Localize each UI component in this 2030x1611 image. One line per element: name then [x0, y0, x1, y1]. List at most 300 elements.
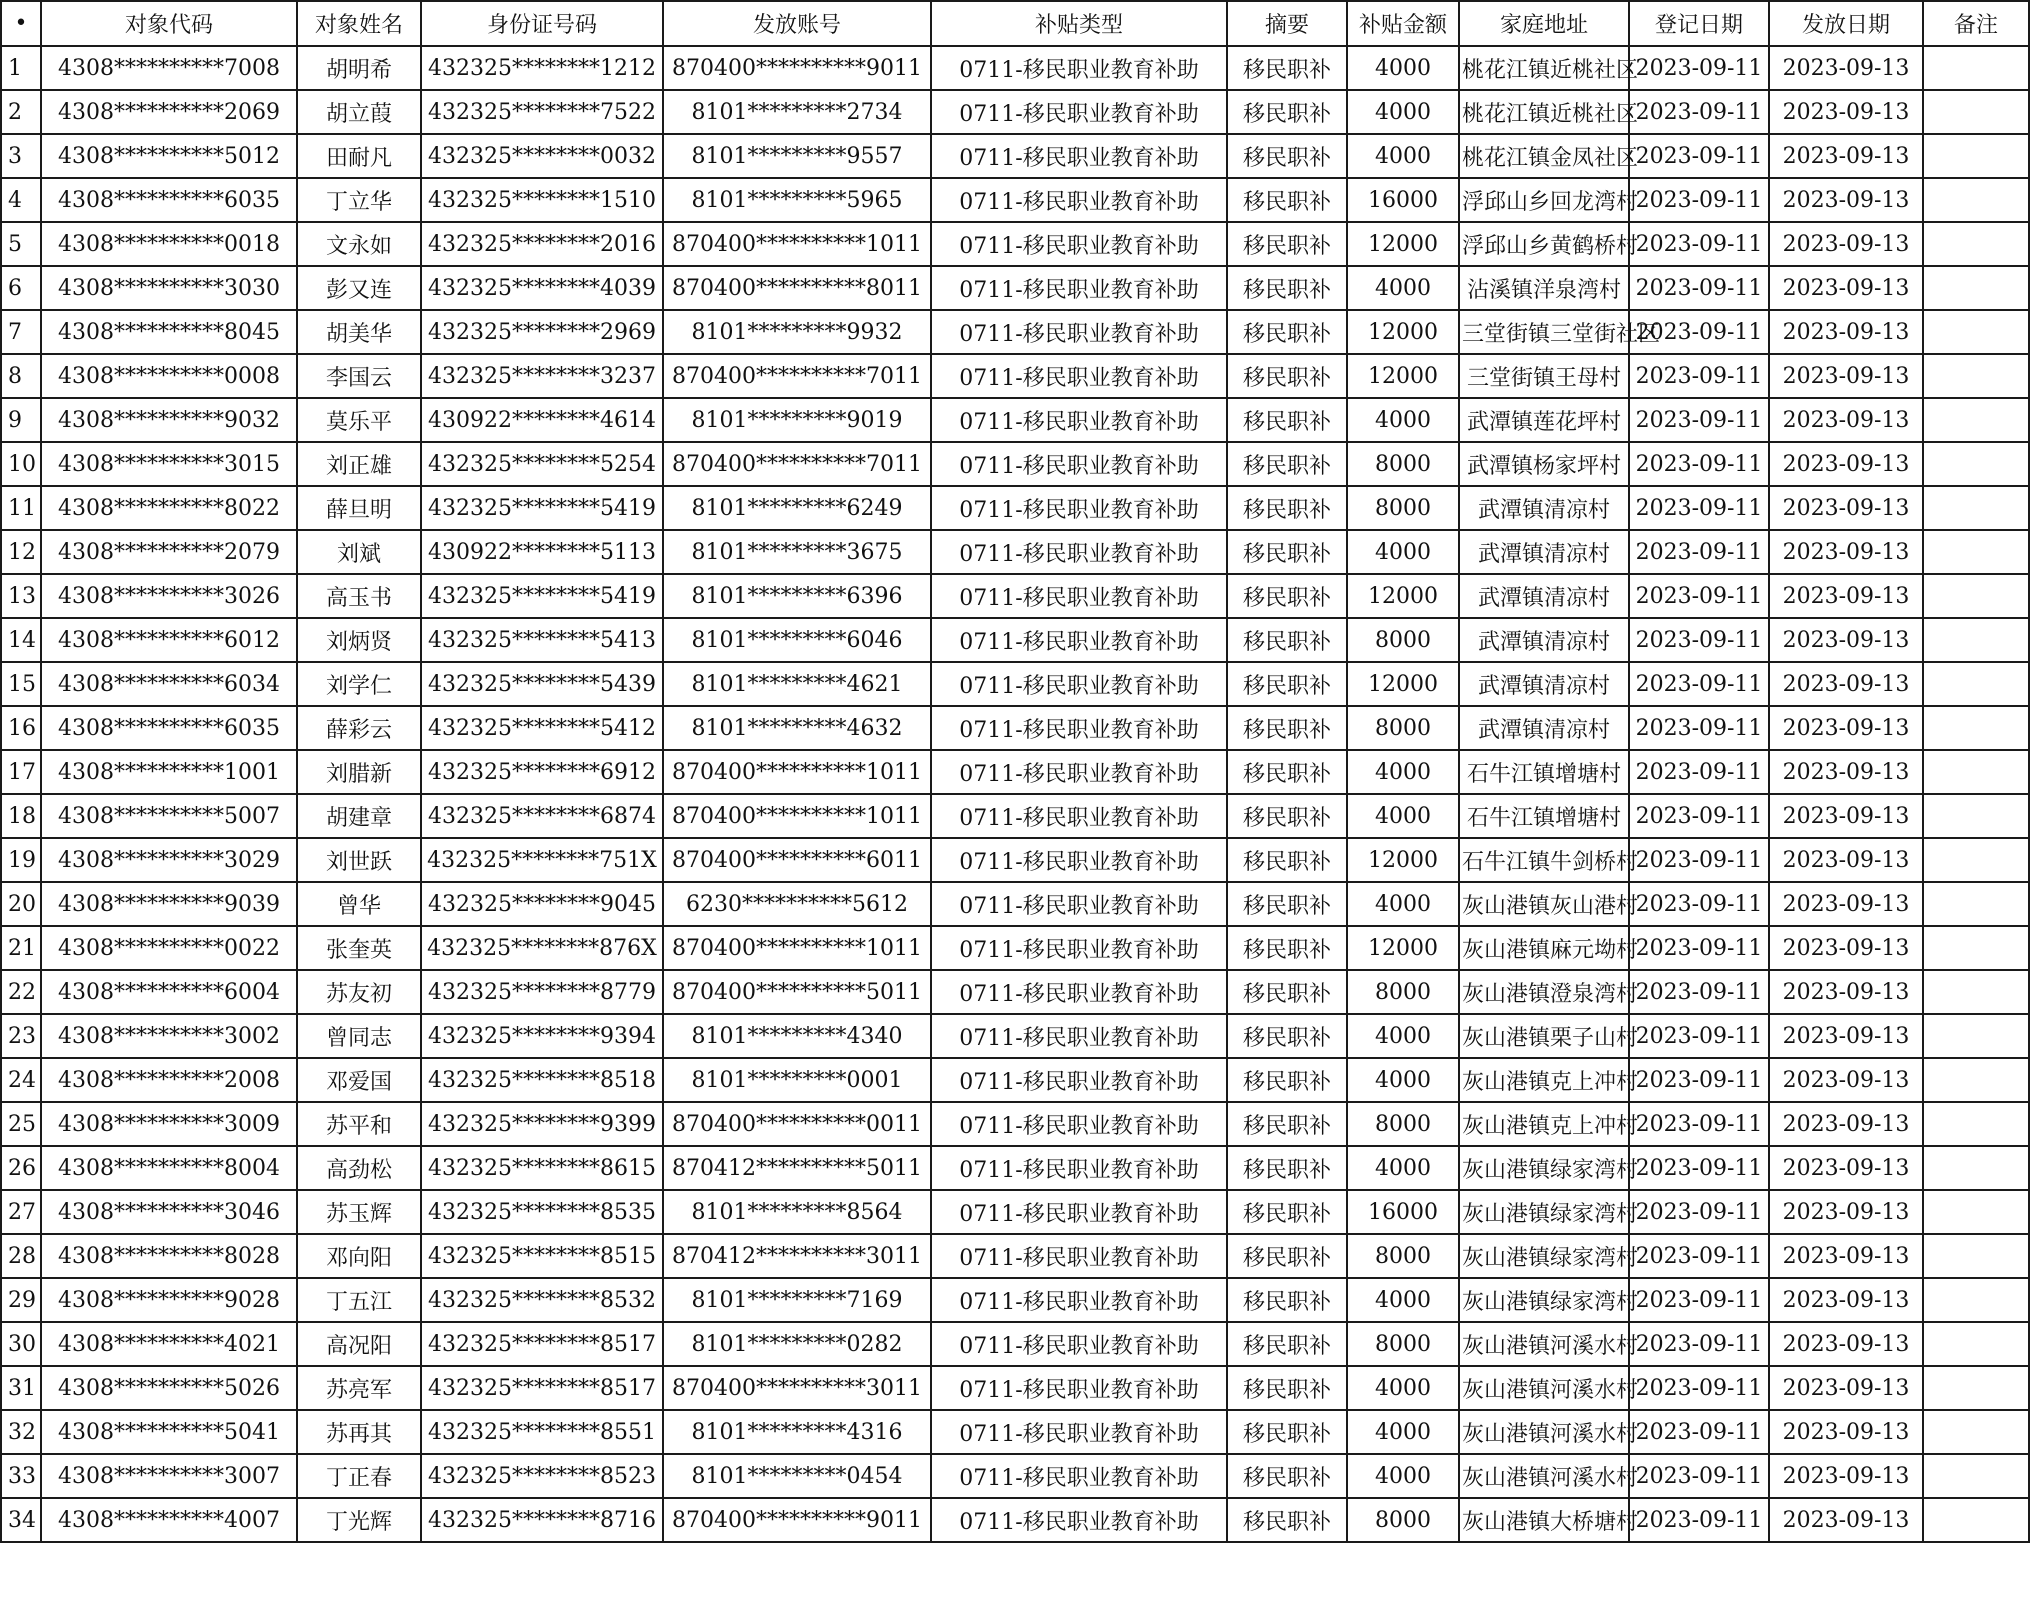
table-row [1, 618, 2029, 662]
cell-id-number: 432325********5254 [421, 442, 663, 486]
cell-object-code: 4308**********0008 [41, 354, 297, 398]
cell-account-number: 8101*********6396 [663, 574, 931, 618]
cell-object-code: 4308**********4021 [41, 1322, 297, 1366]
cell-row-index: 26 [1, 1146, 41, 1190]
cell-payment-date: 2023-09-13 [1769, 838, 1923, 882]
cell-object-name: 胡明希 [297, 46, 421, 90]
column-header-remarks: 备注 [1923, 1, 2029, 46]
cell-id-number: 432325********1212 [421, 46, 663, 90]
cell-home-address: 灰山港镇克上冲村 [1459, 1102, 1629, 1146]
table-row [1, 838, 2029, 882]
cell-subsidy-type: 0711-移民职业教育补助 [931, 1366, 1227, 1410]
cell-object-code: 4308**********3026 [41, 574, 297, 618]
cell-registration-date: 2023-09-11 [1629, 750, 1769, 794]
cell-id-number: 432325********3237 [421, 354, 663, 398]
cell-id-number: 432325********876X [421, 926, 663, 970]
cell-payment-date: 2023-09-13 [1769, 662, 1923, 706]
cell-subsidy-type: 0711-移民职业教育补助 [931, 90, 1227, 134]
cell-subsidy-amount: 8000 [1347, 1498, 1459, 1542]
cell-object-code: 4308**********2008 [41, 1058, 297, 1102]
cell-account-number: 8101*********5965 [663, 178, 931, 222]
cell-object-name: 薛彩云 [297, 706, 421, 750]
cell-payment-date: 2023-09-13 [1769, 486, 1923, 530]
cell-account-number: 870412**********3011 [663, 1234, 931, 1278]
cell-subsidy-amount: 12000 [1347, 662, 1459, 706]
cell-object-code: 4308**********9032 [41, 398, 297, 442]
cell-home-address: 桃花江镇近桃社区 [1459, 46, 1629, 90]
table-row [1, 750, 2029, 794]
cell-remarks [1923, 1366, 2029, 1410]
cell-registration-date: 2023-09-11 [1629, 310, 1769, 354]
cell-registration-date: 2023-09-11 [1629, 1102, 1769, 1146]
cell-row-index: 12 [1, 530, 41, 574]
cell-subsidy-amount: 4000 [1347, 398, 1459, 442]
cell-object-name: 苏平和 [297, 1102, 421, 1146]
cell-home-address: 灰山港镇绿家湾村 [1459, 1234, 1629, 1278]
cell-registration-date: 2023-09-11 [1629, 926, 1769, 970]
cell-id-number: 432325********2016 [421, 222, 663, 266]
cell-registration-date: 2023-09-11 [1629, 134, 1769, 178]
table-row [1, 398, 2029, 442]
cell-registration-date: 2023-09-11 [1629, 1234, 1769, 1278]
cell-home-address: 浮邱山乡黄鹤桥村 [1459, 222, 1629, 266]
cell-account-number: 870400**********9011 [663, 1498, 931, 1542]
cell-id-number: 432325********6874 [421, 794, 663, 838]
table-row [1, 354, 2029, 398]
cell-payment-date: 2023-09-13 [1769, 398, 1923, 442]
cell-registration-date: 2023-09-11 [1629, 1146, 1769, 1190]
cell-id-number: 432325********5419 [421, 574, 663, 618]
cell-row-index: 32 [1, 1410, 41, 1454]
cell-object-code: 4308**********3009 [41, 1102, 297, 1146]
cell-home-address: 石牛江镇牛剑桥村 [1459, 838, 1629, 882]
cell-summary: 移民职补 [1227, 1454, 1347, 1498]
cell-row-index: 14 [1, 618, 41, 662]
cell-row-index: 22 [1, 970, 41, 1014]
cell-subsidy-amount: 4000 [1347, 46, 1459, 90]
cell-subsidy-amount: 4000 [1347, 1454, 1459, 1498]
cell-subsidy-type: 0711-移民职业教育补助 [931, 398, 1227, 442]
cell-account-number: 6230**********5612 [663, 882, 931, 926]
cell-subsidy-amount: 8000 [1347, 1102, 1459, 1146]
cell-registration-date: 2023-09-11 [1629, 1454, 1769, 1498]
cell-subsidy-amount: 4000 [1347, 1146, 1459, 1190]
cell-object-code: 4308**********3029 [41, 838, 297, 882]
cell-object-code: 4308**********6035 [41, 178, 297, 222]
cell-home-address: 灰山港镇澄泉湾村 [1459, 970, 1629, 1014]
cell-account-number: 870400**********7011 [663, 354, 931, 398]
cell-remarks [1923, 310, 2029, 354]
cell-remarks [1923, 1102, 2029, 1146]
column-header-payment-date: 发放日期 [1769, 1, 1923, 46]
cell-row-index: 13 [1, 574, 41, 618]
cell-registration-date: 2023-09-11 [1629, 574, 1769, 618]
cell-home-address: 灰山港镇绿家湾村 [1459, 1146, 1629, 1190]
cell-subsidy-amount: 8000 [1347, 618, 1459, 662]
cell-summary: 移民职补 [1227, 530, 1347, 574]
table-row [1, 442, 2029, 486]
cell-object-name: 高劲松 [297, 1146, 421, 1190]
cell-id-number: 432325********5439 [421, 662, 663, 706]
cell-subsidy-amount: 4000 [1347, 882, 1459, 926]
cell-registration-date: 2023-09-11 [1629, 1498, 1769, 1542]
cell-id-number: 432325********751X [421, 838, 663, 882]
cell-subsidy-amount: 8000 [1347, 970, 1459, 1014]
cell-subsidy-type: 0711-移民职业教育补助 [931, 882, 1227, 926]
cell-account-number: 8101*********8564 [663, 1190, 931, 1234]
cell-payment-date: 2023-09-13 [1769, 1190, 1923, 1234]
cell-object-code: 4308**********8028 [41, 1234, 297, 1278]
cell-subsidy-type: 0711-移民职业教育补助 [931, 750, 1227, 794]
cell-subsidy-amount: 12000 [1347, 354, 1459, 398]
cell-subsidy-type: 0711-移民职业教育补助 [931, 486, 1227, 530]
cell-home-address: 武潭镇清凉村 [1459, 618, 1629, 662]
cell-row-index: 15 [1, 662, 41, 706]
cell-account-number: 8101*********0001 [663, 1058, 931, 1102]
cell-account-number: 8101*********9019 [663, 398, 931, 442]
table-row [1, 794, 2029, 838]
cell-row-index: 31 [1, 1366, 41, 1410]
cell-registration-date: 2023-09-11 [1629, 178, 1769, 222]
cell-summary: 移民职补 [1227, 354, 1347, 398]
cell-remarks [1923, 1146, 2029, 1190]
cell-id-number: 432325********8515 [421, 1234, 663, 1278]
cell-home-address: 三堂街镇王母村 [1459, 354, 1629, 398]
cell-registration-date: 2023-09-11 [1629, 530, 1769, 574]
cell-object-code: 4308**********3030 [41, 266, 297, 310]
cell-row-index: 6 [1, 266, 41, 310]
cell-id-number: 432325********9394 [421, 1014, 663, 1058]
cell-object-name: 刘斌 [297, 530, 421, 574]
cell-account-number: 8101*********6046 [663, 618, 931, 662]
cell-row-index: 9 [1, 398, 41, 442]
cell-object-code: 4308**********8045 [41, 310, 297, 354]
cell-registration-date: 2023-09-11 [1629, 486, 1769, 530]
cell-object-code: 4308**********5012 [41, 134, 297, 178]
cell-summary: 移民职补 [1227, 706, 1347, 750]
cell-subsidy-amount: 12000 [1347, 838, 1459, 882]
cell-object-name: 文永如 [297, 222, 421, 266]
cell-payment-date: 2023-09-13 [1769, 354, 1923, 398]
table-row [1, 1278, 2029, 1322]
cell-registration-date: 2023-09-11 [1629, 1410, 1769, 1454]
cell-account-number: 8101*********9932 [663, 310, 931, 354]
table-row [1, 706, 2029, 750]
cell-subsidy-type: 0711-移民职业教育补助 [931, 1102, 1227, 1146]
cell-object-name: 高况阳 [297, 1322, 421, 1366]
cell-account-number: 8101*********2734 [663, 90, 931, 134]
cell-home-address: 三堂街镇三堂街社区 [1459, 310, 1629, 354]
cell-subsidy-amount: 4000 [1347, 90, 1459, 134]
cell-payment-date: 2023-09-13 [1769, 134, 1923, 178]
cell-object-code: 4308**********1001 [41, 750, 297, 794]
cell-registration-date: 2023-09-11 [1629, 1366, 1769, 1410]
cell-id-number: 432325********1510 [421, 178, 663, 222]
cell-subsidy-amount: 4000 [1347, 266, 1459, 310]
cell-remarks [1923, 266, 2029, 310]
table-row [1, 266, 2029, 310]
cell-home-address: 灰山港镇克上冲村 [1459, 1058, 1629, 1102]
cell-remarks [1923, 134, 2029, 178]
cell-subsidy-amount: 4000 [1347, 1014, 1459, 1058]
cell-object-code: 4308**********0018 [41, 222, 297, 266]
cell-registration-date: 2023-09-11 [1629, 1014, 1769, 1058]
cell-summary: 移民职补 [1227, 1058, 1347, 1102]
cell-remarks [1923, 1498, 2029, 1542]
cell-object-name: 张奎英 [297, 926, 421, 970]
cell-id-number: 432325********0032 [421, 134, 663, 178]
cell-remarks [1923, 530, 2029, 574]
cell-home-address: 武潭镇清凉村 [1459, 486, 1629, 530]
cell-registration-date: 2023-09-11 [1629, 838, 1769, 882]
cell-account-number: 8101*********0454 [663, 1454, 931, 1498]
cell-home-address: 石牛江镇增塘村 [1459, 794, 1629, 838]
cell-id-number: 432325********8517 [421, 1322, 663, 1366]
cell-remarks [1923, 1322, 2029, 1366]
cell-row-index: 34 [1, 1498, 41, 1542]
table-row [1, 1014, 2029, 1058]
cell-id-number: 432325********8523 [421, 1454, 663, 1498]
cell-home-address: 灰山港镇绿家湾村 [1459, 1278, 1629, 1322]
cell-remarks [1923, 618, 2029, 662]
cell-registration-date: 2023-09-11 [1629, 90, 1769, 134]
cell-row-index: 5 [1, 222, 41, 266]
cell-summary: 移民职补 [1227, 486, 1347, 530]
cell-account-number: 870400**********7011 [663, 442, 931, 486]
cell-subsidy-type: 0711-移民职业教育补助 [931, 1234, 1227, 1278]
cell-account-number: 8101*********4632 [663, 706, 931, 750]
cell-subsidy-amount: 4000 [1347, 134, 1459, 178]
cell-home-address: 沾溪镇洋泉湾村 [1459, 266, 1629, 310]
column-header-subsidy-type: 补贴类型 [931, 1, 1227, 46]
table-row [1, 90, 2029, 134]
cell-remarks [1923, 398, 2029, 442]
cell-object-name: 邓爱国 [297, 1058, 421, 1102]
cell-row-index: 8 [1, 354, 41, 398]
table-row [1, 486, 2029, 530]
cell-id-number: 432325********8716 [421, 1498, 663, 1542]
cell-remarks [1923, 970, 2029, 1014]
cell-object-code: 4308**********6012 [41, 618, 297, 662]
cell-registration-date: 2023-09-11 [1629, 46, 1769, 90]
cell-subsidy-type: 0711-移民职业教育补助 [931, 618, 1227, 662]
cell-object-name: 苏亮军 [297, 1366, 421, 1410]
cell-subsidy-amount: 8000 [1347, 1322, 1459, 1366]
cell-remarks [1923, 1190, 2029, 1234]
cell-subsidy-amount: 4000 [1347, 1058, 1459, 1102]
cell-id-number: 432325********8532 [421, 1278, 663, 1322]
cell-payment-date: 2023-09-13 [1769, 750, 1923, 794]
cell-subsidy-type: 0711-移民职业教育补助 [931, 1146, 1227, 1190]
cell-payment-date: 2023-09-13 [1769, 90, 1923, 134]
cell-account-number: 8101*********4316 [663, 1410, 931, 1454]
cell-payment-date: 2023-09-13 [1769, 1146, 1923, 1190]
cell-home-address: 灰山港镇栗子山村 [1459, 1014, 1629, 1058]
cell-summary: 移民职补 [1227, 926, 1347, 970]
cell-registration-date: 2023-09-11 [1629, 1322, 1769, 1366]
cell-row-index: 19 [1, 838, 41, 882]
cell-remarks [1923, 750, 2029, 794]
cell-subsidy-type: 0711-移民职业教育补助 [931, 1014, 1227, 1058]
table-row [1, 178, 2029, 222]
cell-subsidy-type: 0711-移民职业教育补助 [931, 1454, 1227, 1498]
cell-summary: 移民职补 [1227, 838, 1347, 882]
cell-object-name: 丁光辉 [297, 1498, 421, 1542]
cell-id-number: 432325********5419 [421, 486, 663, 530]
cell-object-name: 刘正雄 [297, 442, 421, 486]
cell-object-code: 4308**********0022 [41, 926, 297, 970]
cell-registration-date: 2023-09-11 [1629, 354, 1769, 398]
cell-payment-date: 2023-09-13 [1769, 310, 1923, 354]
cell-remarks [1923, 178, 2029, 222]
column-header-account-number: 发放账号 [663, 1, 931, 46]
column-header-id-number: 身份证号码 [421, 1, 663, 46]
cell-subsidy-amount: 12000 [1347, 574, 1459, 618]
table-row [1, 1410, 2029, 1454]
cell-remarks [1923, 1234, 2029, 1278]
cell-home-address: 武潭镇清凉村 [1459, 530, 1629, 574]
column-header-registration-date: 登记日期 [1629, 1, 1769, 46]
cell-subsidy-amount: 4000 [1347, 1366, 1459, 1410]
cell-object-code: 4308**********3002 [41, 1014, 297, 1058]
cell-summary: 移民职补 [1227, 1014, 1347, 1058]
cell-subsidy-type: 0711-移民职业教育补助 [931, 1278, 1227, 1322]
cell-id-number: 432325********9399 [421, 1102, 663, 1146]
cell-home-address: 武潭镇清凉村 [1459, 574, 1629, 618]
cell-row-index: 1 [1, 46, 41, 90]
cell-summary: 移民职补 [1227, 1102, 1347, 1146]
cell-account-number: 870400**********1011 [663, 794, 931, 838]
cell-payment-date: 2023-09-13 [1769, 706, 1923, 750]
cell-account-number: 8101*********6249 [663, 486, 931, 530]
cell-remarks [1923, 1454, 2029, 1498]
cell-subsidy-amount: 12000 [1347, 222, 1459, 266]
cell-object-code: 4308**********6035 [41, 706, 297, 750]
cell-account-number: 870412**********5011 [663, 1146, 931, 1190]
cell-row-index: 16 [1, 706, 41, 750]
cell-subsidy-type: 0711-移民职业教育补助 [931, 706, 1227, 750]
cell-subsidy-amount: 8000 [1347, 442, 1459, 486]
table-row [1, 134, 2029, 178]
cell-summary: 移民职补 [1227, 662, 1347, 706]
cell-home-address: 桃花江镇金凤社区 [1459, 134, 1629, 178]
cell-home-address: 灰山港镇麻元坳村 [1459, 926, 1629, 970]
cell-payment-date: 2023-09-13 [1769, 618, 1923, 662]
cell-payment-date: 2023-09-13 [1769, 1322, 1923, 1366]
table-row [1, 1146, 2029, 1190]
cell-object-name: 李国云 [297, 354, 421, 398]
cell-object-name: 彭又连 [297, 266, 421, 310]
cell-payment-date: 2023-09-13 [1769, 1102, 1923, 1146]
cell-summary: 移民职补 [1227, 90, 1347, 134]
cell-object-code: 4308**********5007 [41, 794, 297, 838]
cell-subsidy-amount: 12000 [1347, 310, 1459, 354]
cell-home-address: 灰山港镇灰山港村 [1459, 882, 1629, 926]
cell-subsidy-type: 0711-移民职业教育补助 [931, 222, 1227, 266]
cell-id-number: 432325********8518 [421, 1058, 663, 1102]
cell-remarks [1923, 838, 2029, 882]
cell-home-address: 灰山港镇河溪水村 [1459, 1454, 1629, 1498]
cell-payment-date: 2023-09-13 [1769, 178, 1923, 222]
cell-id-number: 432325********4039 [421, 266, 663, 310]
cell-row-index: 23 [1, 1014, 41, 1058]
cell-object-code: 4308**********9039 [41, 882, 297, 926]
cell-row-index: 33 [1, 1454, 41, 1498]
cell-account-number: 8101*********3675 [663, 530, 931, 574]
cell-account-number: 870400**********0011 [663, 1102, 931, 1146]
cell-summary: 移民职补 [1227, 1322, 1347, 1366]
cell-object-name: 胡建章 [297, 794, 421, 838]
cell-remarks [1923, 662, 2029, 706]
cell-row-index: 7 [1, 310, 41, 354]
cell-account-number: 870400**********8011 [663, 266, 931, 310]
cell-id-number: 430922********4614 [421, 398, 663, 442]
table-row [1, 1190, 2029, 1234]
cell-registration-date: 2023-09-11 [1629, 266, 1769, 310]
column-header-object-code: 对象代码 [41, 1, 297, 46]
table-row [1, 574, 2029, 618]
cell-summary: 移民职补 [1227, 1190, 1347, 1234]
cell-row-index: 10 [1, 442, 41, 486]
cell-registration-date: 2023-09-11 [1629, 970, 1769, 1014]
cell-id-number: 432325********7522 [421, 90, 663, 134]
cell-remarks [1923, 354, 2029, 398]
cell-row-index: 21 [1, 926, 41, 970]
cell-subsidy-amount: 4000 [1347, 1278, 1459, 1322]
table-row [1, 1498, 2029, 1542]
cell-id-number: 432325********8615 [421, 1146, 663, 1190]
cell-payment-date: 2023-09-13 [1769, 1410, 1923, 1454]
cell-subsidy-amount: 16000 [1347, 178, 1459, 222]
cell-subsidy-type: 0711-移民职业教育补助 [931, 266, 1227, 310]
cell-summary: 移民职补 [1227, 266, 1347, 310]
cell-registration-date: 2023-09-11 [1629, 1190, 1769, 1234]
cell-payment-date: 2023-09-13 [1769, 222, 1923, 266]
cell-subsidy-type: 0711-移民职业教育补助 [931, 838, 1227, 882]
cell-id-number: 432325********8551 [421, 1410, 663, 1454]
table-row [1, 882, 2029, 926]
cell-subsidy-type: 0711-移民职业教育补助 [931, 1410, 1227, 1454]
cell-summary: 移民职补 [1227, 970, 1347, 1014]
cell-payment-date: 2023-09-13 [1769, 1014, 1923, 1058]
cell-summary: 移民职补 [1227, 178, 1347, 222]
cell-object-name: 丁立华 [297, 178, 421, 222]
table-row [1, 1102, 2029, 1146]
cell-row-index: 11 [1, 486, 41, 530]
cell-id-number: 432325********9045 [421, 882, 663, 926]
cell-remarks [1923, 574, 2029, 618]
cell-payment-date: 2023-09-13 [1769, 530, 1923, 574]
cell-subsidy-type: 0711-移民职业教育补助 [931, 134, 1227, 178]
cell-summary: 移民职补 [1227, 46, 1347, 90]
cell-row-index: 17 [1, 750, 41, 794]
cell-payment-date: 2023-09-13 [1769, 1366, 1923, 1410]
column-header-subsidy-amount: 补贴金额 [1347, 1, 1459, 46]
cell-object-name: 邓向阳 [297, 1234, 421, 1278]
cell-payment-date: 2023-09-13 [1769, 266, 1923, 310]
cell-object-code: 4308**********6004 [41, 970, 297, 1014]
cell-remarks [1923, 442, 2029, 486]
cell-summary: 移民职补 [1227, 442, 1347, 486]
cell-remarks [1923, 486, 2029, 530]
cell-summary: 移民职补 [1227, 750, 1347, 794]
cell-object-name: 胡立葭 [297, 90, 421, 134]
cell-subsidy-amount: 8000 [1347, 486, 1459, 530]
cell-remarks [1923, 706, 2029, 750]
column-header-home-address: 家庭地址 [1459, 1, 1629, 46]
cell-object-name: 曾华 [297, 882, 421, 926]
column-header-object-name: 对象姓名 [297, 1, 421, 46]
